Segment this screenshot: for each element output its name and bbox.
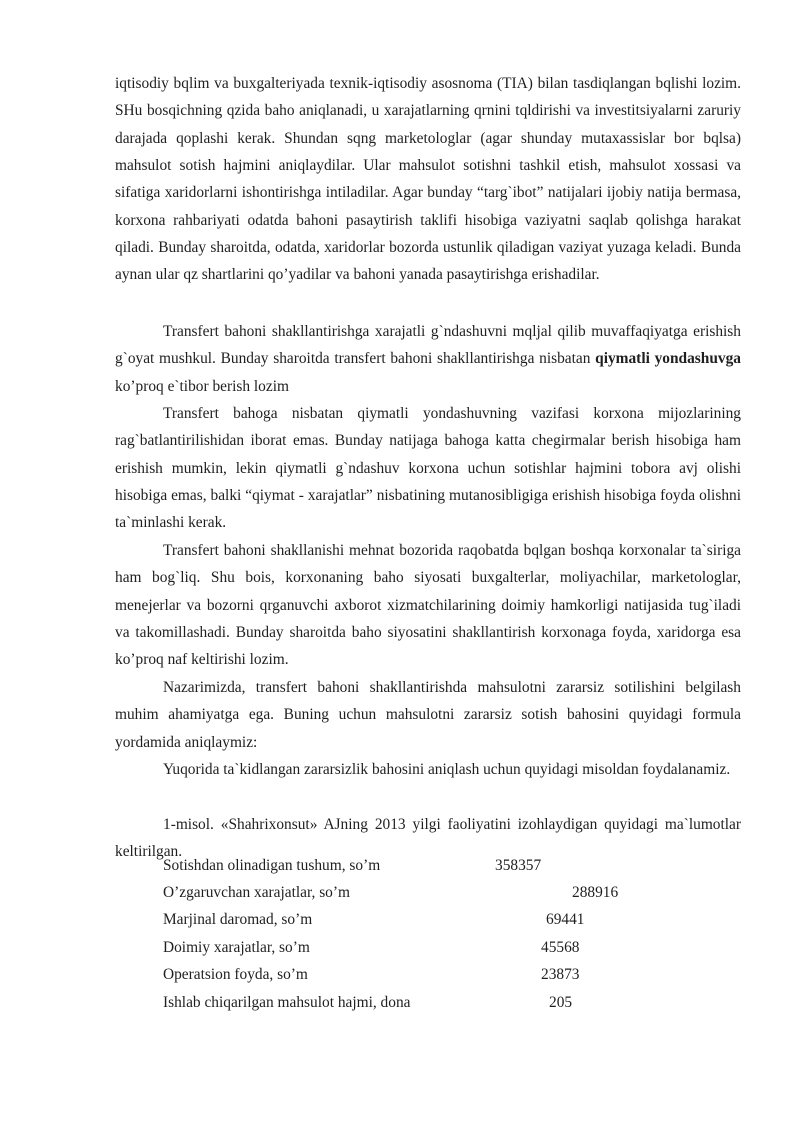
paragraph-1: iqtisodiy bqlim va buxgalteriyada texnik-iqtisodiy asosnoma (TIA) bilan tasdiqlangan bqlishi lozim. SHu bosqichning qzida baho aniqlanadi, u xarajatlarning qrnini tqldirishi va investitsiyalarni zaruriy darajada qoplashi kerak. Shundan sqng marketologlar (agar shunday mutaxassislar bor bqlsa) mahsulot sotish hajmini aniqlaydilar. Ular mahsulot sotishni tashkil etish, mahsulot xossasi va sifatiga xaridorlarni ishontirishga intiladilar. Agar bunday “targ`ibot” natijalari ijobiy natija bermasa, korxona rahbariyati odatda bahoni pasaytirish taklifi hisobiga vaziyatni saqlab qolishga harakat qiladi. Bunday sharoitda, odatda, xaridorlar bozorda ustunlik qiladigan vaziyat yuzaga keladi. Bunda aynan ular qz shartlarini qo’yadilar va bahoni yanada pasaytirishga erishadilar. [115,75,741,284]
data-row-value: 358357 [495,857,542,874]
data-row-label: O’zgaruvchan xarajatlar, so’m [163,884,350,901]
data-row-value: 23873 [541,966,580,983]
data-row-value: 288916 [572,884,619,901]
data-row-label: Marjinal daromad, so’m [163,911,313,928]
paragraph-2-text-start: Transfert bahoni shakllantirishga xarajatli g`ndashuvni mqljal qilib muvaffaqiyatga erishish g`oyat mushkul. Bunday sharoitda transfert bahoni shakllantirishga nisbatan [115,323,741,368]
data-row-label: Operatsion foyda, so’m [163,966,308,983]
data-row-value: 69441 [546,911,585,928]
paragraph-6: Yuqorida ta`kidlangan zararsizlik bahosini aniqlash uchun quyidagi misoldan foydalanamiz. [163,761,731,778]
paragraph-2-bold-term: qiymatli yondashuvga [595,350,741,368]
paragraph-2-text-end: ko’proq e`tibor berish lozim [115,377,289,395]
data-row-value: 205 [549,994,573,1011]
data-row-label: Sotishdan olinadigan tushum, so’m [163,857,381,874]
data-row-label: Ishlab chiqarilgan mahsulot hajmi, dona [163,994,411,1011]
paragraph-7: 1-misol. «Shahrixonsut» AJning 2013 yilgi faoliyatini izohlaydigan quyidagi ma`lumotlar keltirilgan. [115,816,741,861]
data-row-value: 45568 [541,939,580,956]
paragraph-2 [115,318,741,400]
data-row-label: Doimiy xarajatlar, so’m [163,939,310,956]
paragraph-3: Transfert bahoga nisbatan qiymatli yondashuvning vazifasi korxona mijozlarining rag`batlantirilishidan iborat emas. Bunday natijaga bahoga katta chegirmalar berish hisobiga ham erishish mumkin, lekin qiymatli g`ndashuv korxona uchun sotishlar hajmini tobora avj olishi hisobiga emas, balki “qiymat - xarajatlar” nisbatining mutanosibligiga erishish hisobiga foyda olishni ta`minlashi kerak. [115,405,741,532]
paragraph-5: Nazarimizda, transfert bahoni shakllantirishda mahsulotni zararsiz sotilishini belgilash muhim ahamiyatga ega. Buning uchun mahsulotni zararsiz sotish bahosini quyidagi formula yordamida aniqlaymiz: [115,679,741,751]
paragraph-4: Transfert bahoni shakllanishi mehnat bozorida raqobatda bqlgan boshqa korxonalar ta`siriga ham bog`liq. Shu bois, korxonaning baho siyosati buxgalterlar, moliyachilar, marketologlar, menejerlar va bozorni qrganuvchi axborot xizmatchilarining doimiy hamkorligi natijasida tug`iladi va takomillashadi. Bunday sharoitda baho siyosatini shakllantirish korxonaga foyda, xaridorga esa ko’proq naf keltirishi lozim. [115,542,741,669]
